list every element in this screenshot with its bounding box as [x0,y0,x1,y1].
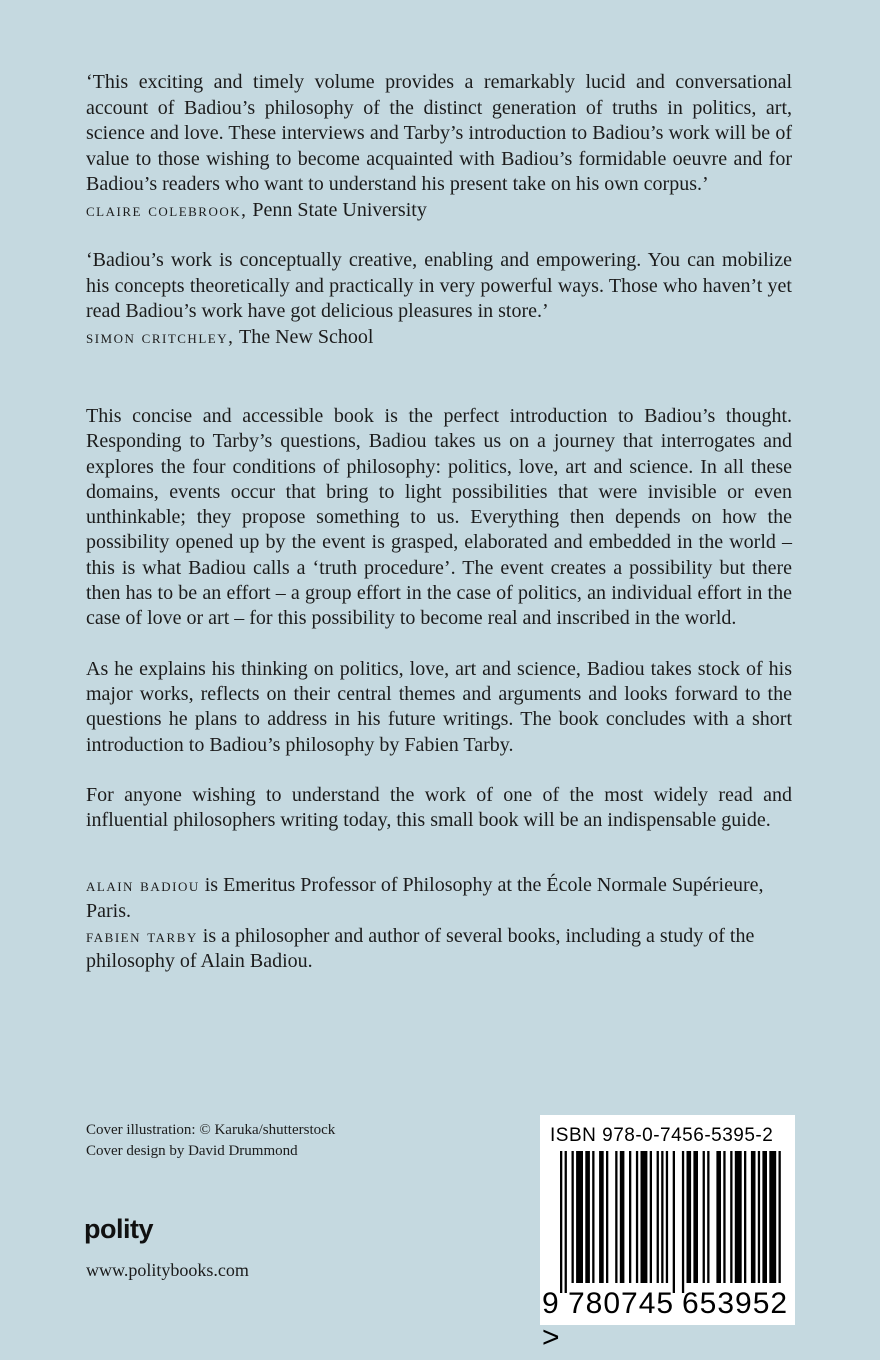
barcode-bar [641,1151,648,1283]
barcode-bar [572,1151,574,1283]
barcode-group-1: 780745 [568,1287,675,1320]
barcode-bar [716,1151,721,1283]
barcode-bar [730,1151,732,1283]
barcode-bar [576,1151,583,1283]
description-paragraph-2: As he explains his thinking on politics, love, art and science, Badiou takes stock of his major works, reflects on their central themes and arguments and looks forward to the questions he plans to address in his future writings. The book concludes with a short introduction to Badiou’s philosophy by Fabien Tarby. [86,657,792,756]
barcode-bar [751,1151,756,1283]
barcode-bar [723,1151,725,1283]
cover-credits [86,1120,335,1162]
bio-badiou-name: alain badiou [86,875,200,897]
bio-tarby: fabien tarby is a philosopher and author of several books, including a study of the philosophy of Alain Badiou. [86,925,755,973]
barcode-bars [548,1151,788,1293]
quote-1-author: claire colebrook, [86,199,248,221]
quote-2-affiliation: The New School [238,325,374,348]
barcode-bar [636,1151,638,1283]
barcode-bar [615,1151,617,1283]
illustration-credit: Cover illustration: © Karuka/shutterstock [86,1122,336,1138]
publisher-url: www.politybooks.com [86,1260,249,1280]
barcode-bar [599,1151,604,1283]
barcode-bar [707,1151,709,1283]
barcode-bar [687,1151,692,1283]
barcode-arrow: > [542,1321,560,1354]
barcode-bar [735,1151,742,1283]
barcode-group-2: 653952 [682,1287,789,1320]
barcode-bar [592,1151,594,1283]
barcode-bar [657,1151,659,1283]
quote-1: ‘This exciting and timely volume provides a remarkably lucid and conversational account of Badiou’s philosophy of the distinct generation of truths in politics, art, science and love. These interviews and Tarby’s introduction to Badiou’s work will be of value to those wishing to become acquainted with Badiou’s formidable oeuvre and for Badiou’s readers who want to understand his present take on his own corpus.’ [86,71,792,195]
barcode-bar [629,1151,631,1283]
bio-tarby-name: fabien tarby [86,926,198,948]
isbn-barcode [540,1115,795,1354]
back-cover-text [86,70,792,975]
barcode-bar [758,1151,760,1283]
barcode-bar [585,1151,590,1283]
barcode-bar [650,1151,652,1283]
barcode-lead-digit: 9 [542,1287,559,1320]
barcode-bar [762,1151,767,1283]
design-credit: Cover design by David Drummond [86,1143,298,1159]
description-paragraph-1: This concise and accessible book is the perfect introduction to Badiou’s thought. Responding to Tarby’s questions, Badiou takes us on a journey that interrogates and explores the four conditions of philosophy: politics, love, art and science. In all these domains, events occur that bring to light possibilities that were invisible or even unthinkable; they propose something to us. Everything then depends on how the possibility opened up by the event is grasped, elaborated and embedded in the world – this is what Badiou calls a ‘truth procedure’. The event creates a possibility but there then has to be an effort – a group effort in the case of politics, an individual effort in the case of love or art – for this possibility to become real and inscribed in the world. [86,405,792,630]
barcode-bar [606,1151,608,1283]
barcode-bar [693,1151,698,1283]
barcode-bar [673,1151,675,1293]
barcode-bar [565,1151,567,1293]
quote-2: ‘Badiou’s work is conceptually creative, enabling and empowering. You can mobilize his concepts theoretically and practically in very powerful ways. Those who haven’t yet read Badiou’s work have got delicious pleasures in store.’ [86,249,792,322]
barcode-bar [744,1151,746,1283]
barcode-digits [542,1287,795,1355]
quote-1-attribution [86,198,792,224]
barcode-bar [666,1151,668,1283]
description-paragraph-3: For anyone wishing to understand the work of one of the most widely read and influential philosophers writing today, this small book will be an indispensable guide. [86,783,792,832]
barcode-bar [620,1151,625,1283]
barcode-bar [560,1151,562,1293]
barcode-bar [703,1151,705,1283]
quote-2-author: simon critchley, [86,326,235,348]
barcode-bar [682,1151,684,1293]
isbn-label: ISBN 978-0-7456-5395-2 [550,1125,774,1146]
barcode-bar [661,1151,663,1283]
quote-2-attribution [86,325,792,351]
barcode-bar [769,1151,776,1283]
bio-badiou: alain badiou is Emeritus Professor of Philosophy at the École Normale Supérieure, Paris. [86,874,764,922]
quote-1-affiliation: Penn State University [252,198,427,221]
barcode-bar [779,1151,781,1283]
polity-logo: polity [84,1214,153,1244]
